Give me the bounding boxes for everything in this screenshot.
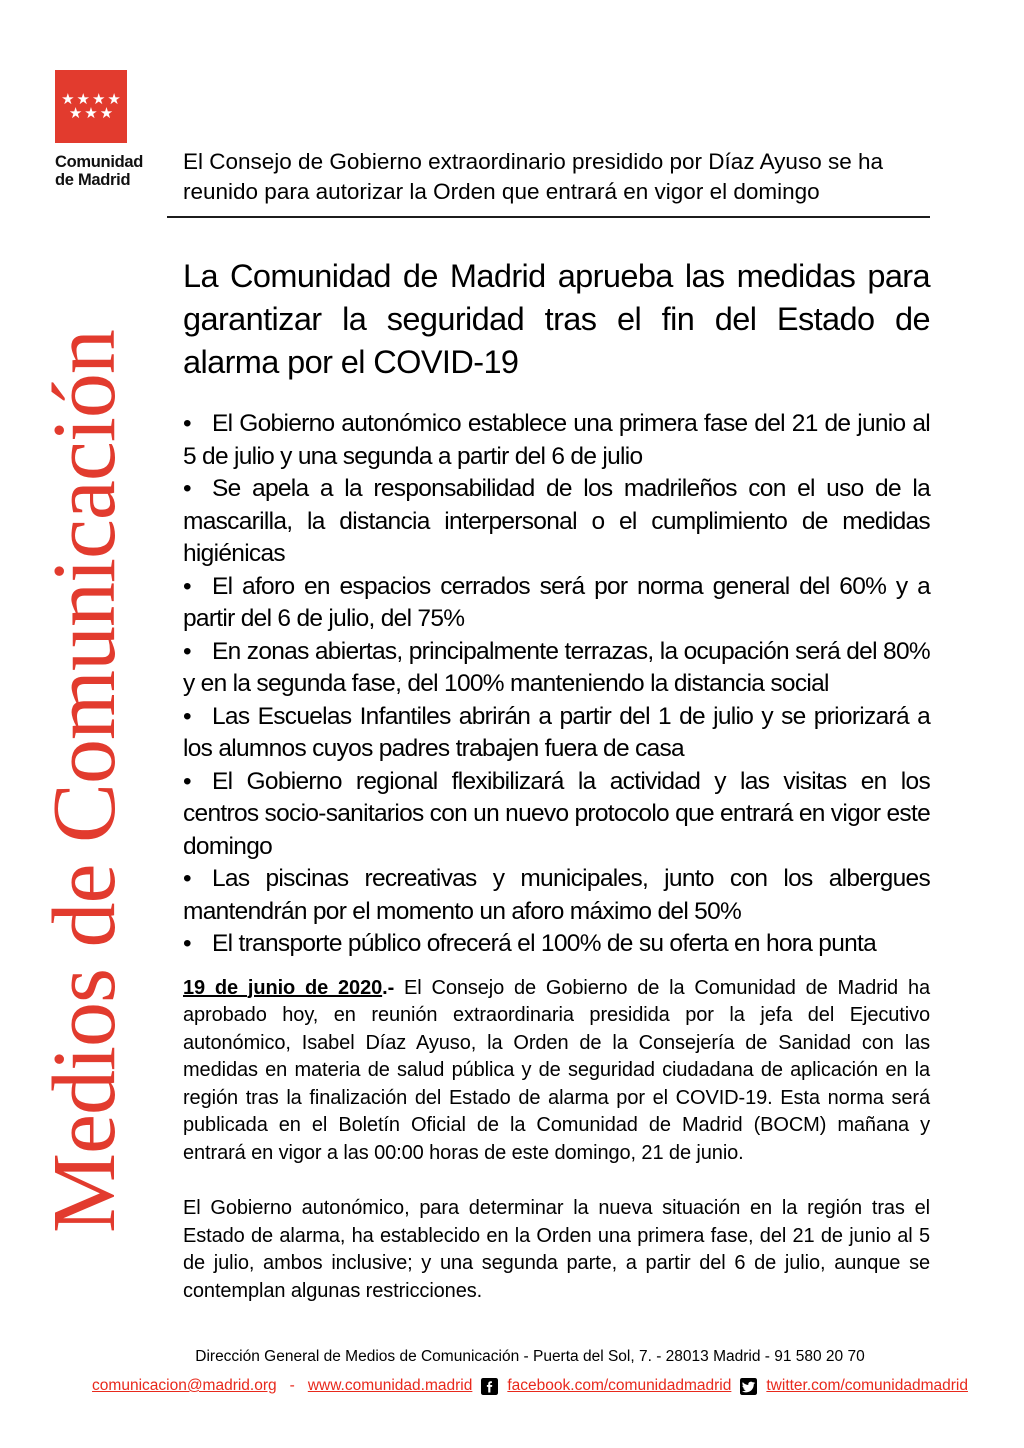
twitter-link[interactable]: twitter.com/comunidadmadrid bbox=[766, 1377, 968, 1394]
bullet-icon: • bbox=[183, 637, 192, 665]
bullet-icon: • bbox=[183, 702, 192, 730]
bullet-text: El Gobierno autonómico establece una primera fase del 21 de junio al 5 de julio y una segunda a partir del 6 de julio bbox=[183, 410, 930, 470]
bullet-text: El transporte público ofrecerá el 100% de su oferta en hora punta bbox=[212, 930, 877, 957]
bullet-icon: • bbox=[183, 410, 192, 437]
footer-separator: - bbox=[289, 1377, 295, 1394]
bullet-text: El Gobierno regional flexibilizará la actividad y las visitas en los centros socio-sanitarios con un nuevo protocolo que entrará en vigor este domingo bbox=[183, 767, 930, 860]
website-link[interactable]: www.comunidad.madrid bbox=[307, 1377, 473, 1394]
flag-stars-bottom: ★★★ bbox=[68, 105, 116, 122]
bullet-icon: • bbox=[183, 475, 192, 502]
logo-org-name bbox=[55, 153, 175, 189]
list-item bbox=[183, 408, 930, 473]
page-title: La Comunidad de Madrid aprueba las medidas para garantizar la seguridad tras el fin del Estado de alarma por el COVID-19 bbox=[183, 258, 930, 380]
logo-org-line1: Comunidad bbox=[55, 153, 144, 171]
bullet-list bbox=[183, 408, 930, 961]
bullet-text: Las Escuelas Infantiles abrirán a partir del 1 de julio y se priorizará a los alumnos cuyos padres trabajen fuera de casa bbox=[183, 702, 930, 762]
list-item bbox=[183, 928, 930, 961]
twitter-icon[interactable] bbox=[740, 1378, 757, 1395]
list-item bbox=[183, 863, 930, 928]
bullet-text: Se apela a la responsabilidad de los madrileños con el uso de la mascarilla, la distancia interpersonal o el cumplimiento de medidas higiénicas bbox=[183, 475, 930, 567]
list-item bbox=[183, 766, 930, 864]
header-subtitle: El Consejo de Gobierno extraordinario presidido por Díaz Ayuso se ha reunido para autorizar la Orden que entrará en vigor el domingo bbox=[167, 147, 930, 218]
footer bbox=[92, 1348, 968, 1395]
list-item bbox=[183, 571, 930, 636]
madrid-flag-icon bbox=[55, 70, 127, 143]
comunidad-madrid-logo bbox=[55, 70, 175, 189]
bullet-icon: • bbox=[183, 865, 192, 892]
bullet-icon: • bbox=[183, 572, 192, 600]
facebook-icon[interactable] bbox=[481, 1378, 498, 1395]
footer-address: Dirección General de Medios de Comunicación - Puerta del Sol, 7. - 28013 Madrid - 91 580 20 70 bbox=[195, 1348, 865, 1365]
paragraph-dateline bbox=[183, 975, 930, 1168]
bullet-text: El aforo en espacios cerrados será por norma general del 60% y a partir del 6 de julio, del 75% bbox=[183, 572, 930, 632]
facebook-link[interactable]: facebook.com/comunidadmadrid bbox=[507, 1377, 732, 1394]
email-link[interactable]: comunicacion@madrid.org bbox=[92, 1377, 277, 1394]
list-item bbox=[183, 701, 930, 766]
dateline-date: 19 de junio de 2020 bbox=[183, 976, 383, 999]
logo-org-line2: de Madrid bbox=[55, 171, 131, 189]
vertical-banner-medios-de-comunicacion: Medios de Comunicación bbox=[35, 330, 134, 1233]
dateline-separator: .- bbox=[382, 976, 395, 999]
paragraph-two: El Gobierno autonómico, para determinar la nueva situación en la región tras el Estado de alarma, ha establecido en la Orden una primera fase, del 21 de junio al 5 de julio, ambos inclusive; y una segunda parte, a partir del 6 de julio, aunque se contemplan algunas restricciones. bbox=[183, 1197, 930, 1302]
bullet-text: Las piscinas recreativas y municipales, junto con los albergues mantendrán por el momento un aforo máximo del 50% bbox=[183, 865, 930, 925]
paragraph-text: El Consejo de Gobierno de la Comunidad de Madrid ha aprobado hoy, en reunión extraordinaria presidida por la jefa del Ejecutivo autonómico, Isabel Díaz Ayuso, la Orden de la Consejería de Sanidad con las medidas en materia de salud pública y de seguridad ciudadana de aplicación en la región tras la finalización del Estado de alarma por el COVID-19. Esta norma será publicada en el Boletín Oficial de la Comunidad de Madrid (BOCM) mañana y entrará en vigor a las 00:00 horas de este domingo, 21 de junio. bbox=[183, 976, 930, 1164]
footer-links bbox=[92, 1377, 968, 1395]
bullet-text: En zonas abiertas, principalmente terrazas, la ocupación será del 80% y en la segunda fase, del 100% manteniendo la distancia social bbox=[183, 637, 930, 697]
list-item bbox=[183, 473, 930, 571]
flag-stars-top: ★★★★ bbox=[61, 91, 123, 108]
bullet-icon: • bbox=[183, 930, 192, 957]
list-item bbox=[183, 636, 930, 701]
document-body bbox=[183, 147, 930, 1305]
bullet-icon: • bbox=[183, 767, 192, 795]
